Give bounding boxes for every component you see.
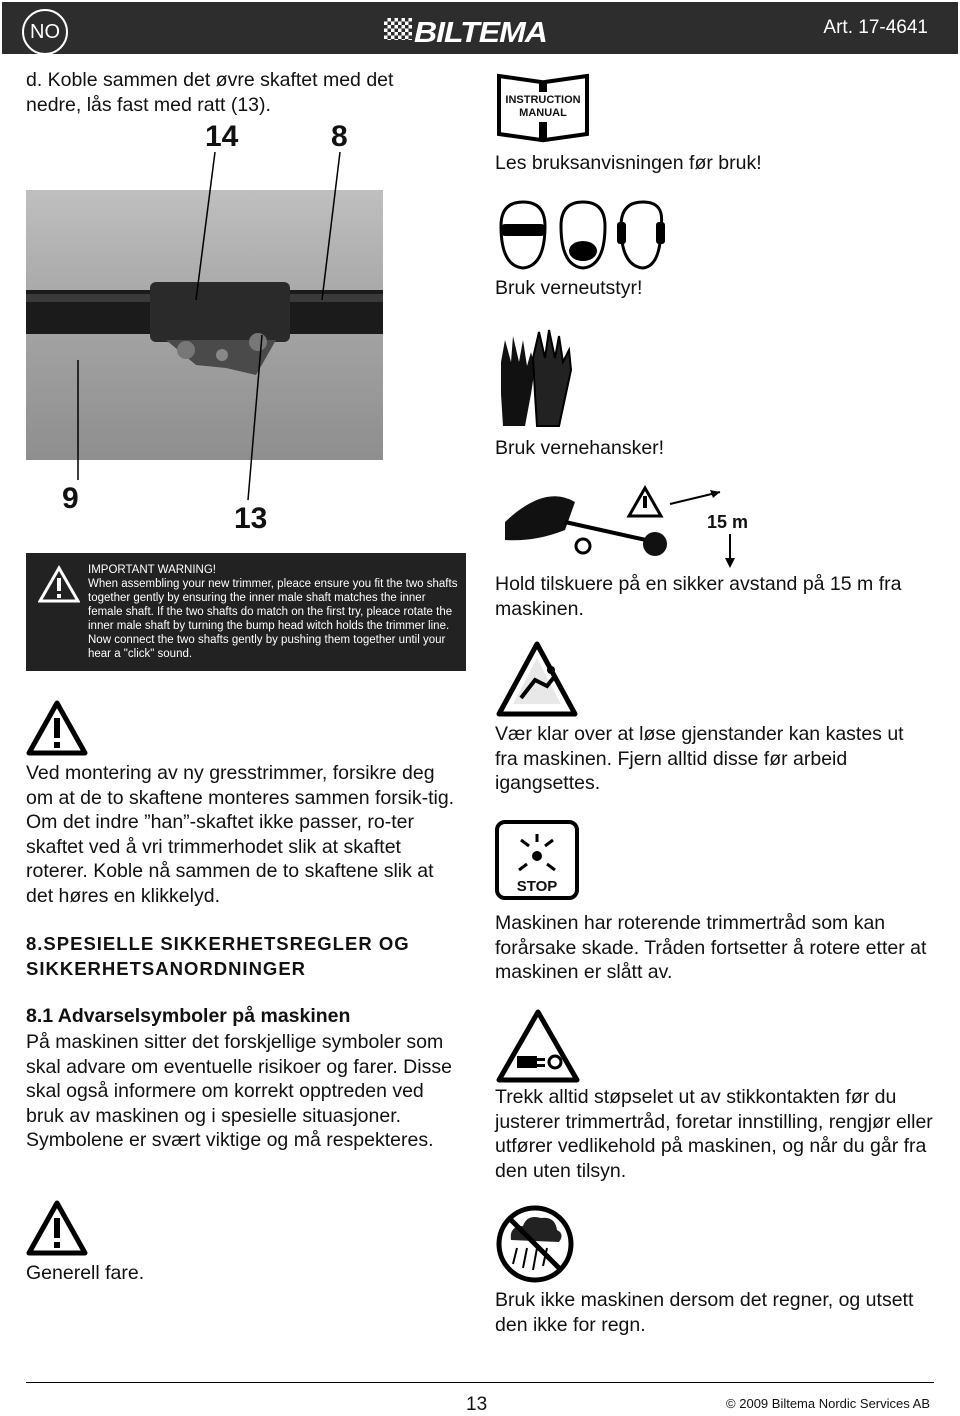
manual-icon-line-1: INSTRUCTION (505, 94, 581, 106)
general-danger-icon (26, 1200, 88, 1256)
important-warning-box (26, 553, 466, 671)
manual-icon-line-2: MANUAL (519, 107, 567, 119)
unplug-text: Trekk alltid støpselet ut av stikkontakten før du justerer trimmertråd, foretar innstilling, rengjør eller utfører vedlikehold på maskinen, og når du går fra den uten tilsyn. (495, 1086, 933, 1182)
instruction-manual-icon (495, 72, 591, 144)
stop-label: STOP (516, 878, 558, 895)
rotating-line-text: Maskinen har roterende trimmertråd som kan forårsake skade. Tråden fortsetter å rotere etter at maskinen er slått av. (495, 912, 927, 983)
warning-title: IMPORTANT WARNING! (88, 564, 216, 576)
assembly-instructions: Ved montering av ny gresstrimmer, forsikre deg om at de to skaftene monteres sammen forsik-tig. Om det indre ”han”-skaftet ikke passer, ro-ter skaftet ved å vri trimmerhodet slik at skaftet roterer. Koble nå sammen de to skaftene slik at det høres en klikkelyd. (26, 762, 455, 907)
callout-9: 9 (62, 482, 79, 515)
article-number: Art. 17-4641 (823, 17, 928, 38)
callout-14: 14 (205, 120, 239, 153)
subsection-heading: 8.1 Advarselsymboler på maskinen (26, 1005, 351, 1027)
unplug-icon (495, 1008, 581, 1084)
callout-8: 8 (331, 120, 348, 153)
subsection-text: På maskinen sitter det forskjellige symboler som skal advare om eventuelle risikoer og farer. Disse skal også informere om korrekt opptreden ved bruk av maskinen og i spesielle situasjoner. Symbolene er svært viktige og må respekteres. (26, 1031, 452, 1151)
distance-text: Hold tilskuere på en sikker avstand på 15 m fra maskinen. (495, 573, 902, 620)
thrown-objects-icon (495, 640, 579, 718)
thrown-objects-text: Vær klar over at løse gjenstander kan kastes ut fra maskinen. Fjern alltid disse før arbeid igangsettes. (495, 723, 904, 794)
warning-triangle-icon (38, 565, 80, 603)
stop-rotation-icon (495, 820, 579, 900)
no-rain-icon (495, 1204, 575, 1284)
distance-label: 15 m (707, 512, 749, 532)
callout-lines (0, 0, 480, 540)
protective-gear-text: Bruk verneutstyr! (495, 277, 643, 299)
footer-divider (26, 1382, 934, 1383)
gloves-text: Bruk vernehansker! (495, 437, 665, 459)
step-d-text: d. Koble sammen det øvre skaftet med det nedre, lås fast med ratt (13). (26, 69, 394, 116)
gloves-icon (495, 322, 575, 432)
warning-triangle-icon (26, 700, 88, 756)
brand-logo: BILTEMA (414, 15, 547, 49)
rain-text: Bruk ikke maskinen dersom det regner, og utsett den ikke for regn. (495, 1289, 914, 1336)
copyright: © 2009 Biltema Nordic Services AB (726, 1396, 930, 1411)
warning-text: When assembling your new trimmer, pleace ensure you fit the two shafts together gently by ensuring the inner male shaft matches the inner female shaft. If the two shafts do match on the first try, pleace rotate the inner male shaft by turning the bump head witch holds the trimmer line. Now connect the two shafts gently by pushing them together until your hear a "click" sound. (88, 578, 458, 660)
general-danger-label: Generell fare. (26, 1262, 145, 1284)
read-manual-text: Les bruksanvisningen før bruk! (495, 152, 762, 174)
callout-13: 13 (234, 502, 268, 535)
language-badge: NO (22, 9, 68, 55)
page-number: 13 (466, 1394, 488, 1415)
section-heading: 8.SPESIELLE SIKKERHETSREGLER OG SIKKERHETSANORDNINGER (26, 933, 410, 979)
protective-gear-icon (495, 196, 665, 272)
